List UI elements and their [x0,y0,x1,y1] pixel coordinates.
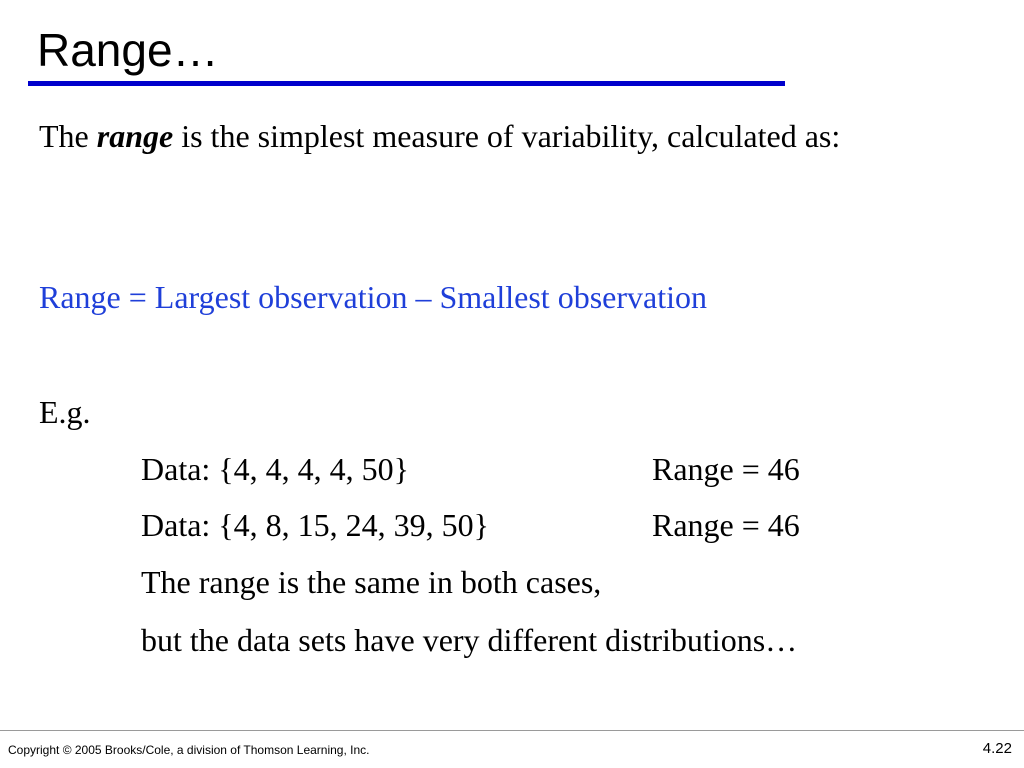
intro-text-before: The [39,118,97,154]
example-2-range: Range = 46 [652,507,800,543]
range-term: range [96,118,174,154]
range-formula: Range = Largest observation – Smallest observation [39,279,707,315]
example-1-range: Range = 46 [652,451,800,487]
intro-paragraph [39,114,989,158]
example-label: E.g. [39,394,91,430]
conclusion-line-2: but the data sets have very different distributions… [141,622,798,658]
title-underline [28,81,785,86]
intro-text-after: is the simplest measure of variability, calculated as: [173,118,841,154]
conclusion-line-1: The range is the same in both cases, [141,564,602,600]
slide-number: 4.22 [982,740,1012,757]
footer-divider [0,730,1024,731]
example-1-data: Data: {4, 4, 4, 4, 50} [141,451,410,487]
slide-title: Range… [37,24,219,76]
example-2-data: Data: {4, 8, 15, 24, 39, 50} [141,507,490,543]
footer-copyright: Copyright © 2005 Brooks/Cole, a division of Thomson Learning, Inc. [8,743,370,757]
